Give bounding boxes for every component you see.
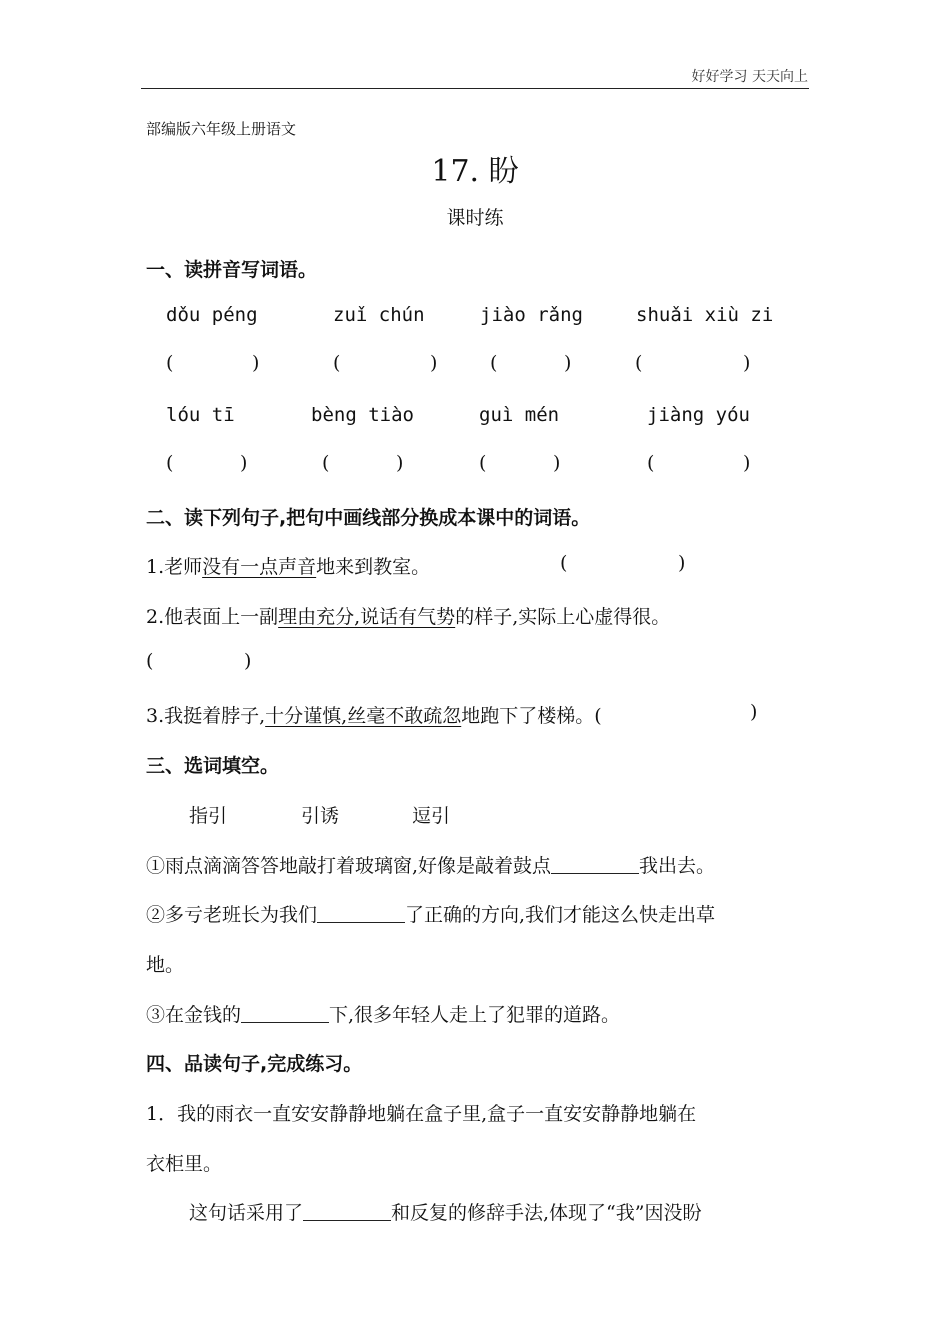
answer-paren-close: ) bbox=[240, 452, 248, 474]
header-divider bbox=[141, 88, 809, 89]
question-2-3 bbox=[146, 701, 602, 728]
question-2-1 bbox=[146, 552, 430, 579]
answer-paren-close: ) bbox=[553, 452, 561, 474]
pinyin-5: lóu tī bbox=[166, 404, 235, 426]
subject-label: 部编版六年级上册语文 bbox=[146, 120, 297, 138]
answer-paren-close: ) bbox=[430, 352, 438, 374]
answer-paren-close: ) bbox=[564, 352, 572, 374]
q-text: 的样子,实际上心虚得很。 bbox=[455, 606, 671, 628]
q-text: ②多亏老班长为我们 bbox=[146, 904, 318, 926]
q-text: ③在金钱的 bbox=[146, 1004, 242, 1026]
question-2-2 bbox=[146, 602, 670, 629]
underlined-phrase: 十分谨慎,丝毫不敢疏忽 bbox=[265, 705, 462, 727]
answer-paren-open: ( bbox=[322, 452, 330, 474]
q-text: 了正确的方向,我们才能这么快走出草 bbox=[405, 904, 716, 926]
pinyin-2: zuǐ chún bbox=[333, 304, 425, 326]
answer-paren-open: ( bbox=[635, 352, 643, 374]
q-text: ①雨点滴滴答答地敲打着玻璃窗,好像是敲着鼓点 bbox=[146, 855, 552, 877]
question-4-1-prompt bbox=[189, 1198, 701, 1225]
question-3-2 bbox=[146, 900, 715, 927]
section-2-heading: 二、读下列句子,把句中画线部分换成本课中的词语。 bbox=[146, 507, 591, 529]
q-text: 3.我挺着脖子, bbox=[146, 705, 266, 727]
answer-paren-close: ) bbox=[743, 452, 751, 474]
answer-paren-close: ) bbox=[678, 552, 686, 574]
fill-blank bbox=[551, 854, 639, 874]
fill-blank bbox=[241, 1003, 329, 1023]
q-text: 下,很多年轻人走上了犯罪的道路。 bbox=[329, 1004, 621, 1026]
section-1-heading: 一、读拼音写词语。 bbox=[146, 259, 318, 281]
section-4-heading: 四、品读句子,完成练习。 bbox=[146, 1053, 363, 1075]
q-text: 这句话采用了 bbox=[189, 1202, 304, 1224]
answer-paren-close: ) bbox=[244, 650, 252, 672]
word-choice: 指引 bbox=[189, 805, 228, 827]
answer-paren-close: ) bbox=[743, 352, 751, 374]
q-text: 地跑下了楼梯。( bbox=[461, 705, 602, 727]
question-3-3 bbox=[146, 1000, 620, 1027]
pinyin-4: shuǎi xiù zi bbox=[636, 304, 774, 326]
pinyin-8: jiàng yóu bbox=[647, 404, 750, 426]
q-text: 1.老师 bbox=[146, 556, 203, 578]
answer-paren-open: ( bbox=[479, 452, 487, 474]
question-3-2-continued: 地。 bbox=[146, 954, 185, 976]
pinyin-6: bèng tiào bbox=[311, 404, 414, 426]
answer-paren-close: ) bbox=[252, 352, 260, 374]
pinyin-1: dǒu péng bbox=[166, 304, 258, 326]
word-choice: 逗引 bbox=[412, 805, 451, 827]
q-text: 2.他表面上一副 bbox=[146, 606, 279, 628]
question-3-1 bbox=[146, 851, 715, 878]
word-choice: 引诱 bbox=[301, 805, 340, 827]
answer-paren-close: ) bbox=[750, 701, 758, 723]
answer-paren-open: ( bbox=[166, 452, 174, 474]
answer-paren-open: ( bbox=[647, 452, 655, 474]
underlined-phrase: 理由充分,说话有气势 bbox=[278, 606, 456, 628]
fill-blank bbox=[303, 1201, 391, 1221]
answer-paren-open: ( bbox=[560, 552, 568, 574]
header-motto: 好好学习 天天向上 bbox=[691, 69, 808, 85]
section-3-heading: 三、选词填空。 bbox=[146, 755, 280, 777]
underlined-phrase: 没有一点声音 bbox=[202, 556, 317, 578]
answer-paren-open: ( bbox=[490, 352, 498, 374]
pinyin-7: guì mén bbox=[479, 404, 560, 426]
page-subtitle: 课时练 bbox=[446, 207, 504, 229]
page-title: 17. 盼 bbox=[431, 154, 519, 189]
answer-paren-close: ) bbox=[396, 452, 404, 474]
answer-paren-open: ( bbox=[166, 352, 174, 374]
q-text: 和反复的修辞手法,体现了“我”因没盼 bbox=[391, 1202, 702, 1224]
pinyin-3: jiào rǎng bbox=[480, 304, 583, 326]
q-text: 地来到教室。 bbox=[316, 556, 431, 578]
question-4-1: 1．我的雨衣一直安安静静地躺在盒子里,盒子一直安安静静地躺在 bbox=[146, 1103, 697, 1125]
q-text: 我出去。 bbox=[639, 855, 716, 877]
answer-paren-open: ( bbox=[146, 650, 154, 672]
question-4-1-continued: 衣柜里。 bbox=[146, 1153, 223, 1175]
fill-blank bbox=[317, 903, 405, 923]
answer-paren-open: ( bbox=[333, 352, 341, 374]
